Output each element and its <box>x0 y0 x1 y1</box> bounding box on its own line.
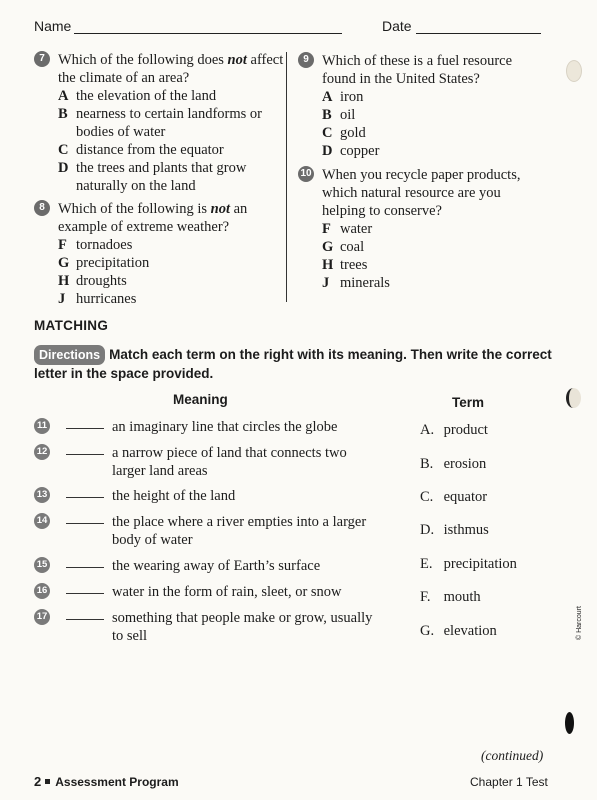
matching-row-15 <box>34 557 374 575</box>
term-f: F. mouth <box>420 589 481 605</box>
directions-badge: Directions <box>34 345 105 365</box>
matching-row-14 <box>34 513 374 549</box>
name-field[interactable] <box>74 33 342 34</box>
answer-option-d[interactable]: D copper <box>322 143 380 159</box>
answer-blank[interactable] <box>66 428 104 429</box>
answer-option-j[interactable]: J minerals <box>322 275 390 291</box>
term-c: C. equator <box>420 489 488 505</box>
directions <box>34 345 554 383</box>
answer-option-g[interactable]: G precipitation <box>58 255 150 271</box>
binder-hole <box>565 712 574 734</box>
question-8 <box>34 200 284 308</box>
continued-note: (continued) <box>481 748 544 763</box>
copyright-note: © Harcourt <box>576 606 583 640</box>
matching-row-12 <box>34 444 374 480</box>
answer-option-c[interactable]: C gold <box>322 125 366 141</box>
answer-option-c[interactable]: C distance from the equator <box>58 142 224 158</box>
name-label: Name <box>34 18 72 34</box>
item-number-badge: 13 <box>34 487 50 503</box>
question-9 <box>298 52 538 160</box>
question-10 <box>298 166 538 292</box>
answer-option-a[interactable]: A the elevation of the land <box>58 88 217 104</box>
matching-row-11 <box>34 418 374 436</box>
term-header: Term <box>452 395 485 410</box>
item-number-badge: 14 <box>34 513 50 529</box>
term-b: B. erosion <box>420 456 487 472</box>
meaning-text: the height of the land <box>112 488 236 504</box>
answer-option-f[interactable]: F water <box>322 221 373 237</box>
section-title: MATCHING <box>34 318 109 333</box>
meaning-text: water in the form of rain, sleet, or snow <box>112 584 342 600</box>
item-number-badge: 16 <box>34 583 50 599</box>
answer-blank[interactable] <box>66 523 104 524</box>
item-number-badge: 12 <box>34 444 50 460</box>
answer-option-a[interactable]: A iron <box>322 89 364 105</box>
question-text: Which of the following does not affect the climate of an area? <box>58 52 284 86</box>
column-divider <box>286 52 287 302</box>
meaning-text: something that people make or grow, usually to sell <box>112 610 373 644</box>
answer-option-b[interactable]: B nearness to certain landforms or bodies of water <box>58 106 263 140</box>
bullet-square-icon <box>45 779 50 784</box>
meaning-header: Meaning <box>173 392 228 407</box>
meaning-text: the wearing away of Earth’s surface <box>112 558 321 574</box>
footer-program <box>34 774 179 789</box>
matching-row-17 <box>34 609 374 645</box>
answer-option-g[interactable]: G coal <box>322 239 365 255</box>
question-number-badge: 7 <box>34 51 50 67</box>
term-d: D. isthmus <box>420 522 489 538</box>
answer-blank[interactable] <box>66 454 104 455</box>
binder-hole <box>566 60 582 82</box>
matching-row-16 <box>34 583 374 601</box>
term-a: A. product <box>420 422 488 438</box>
directions-text: Match each term on the right with its meaning. Then write the correct letter in the space provided. <box>34 347 552 381</box>
meaning-text: an imaginary line that circles the globe <box>112 419 338 435</box>
item-number-badge: 11 <box>34 418 50 434</box>
term-g: G. elevation <box>420 623 497 639</box>
meaning-text: a narrow piece of land that connects two larger land areas <box>112 445 347 479</box>
binder-hole <box>566 388 581 408</box>
test-name: Chapter 1 Test <box>470 775 548 789</box>
answer-blank[interactable] <box>66 567 104 568</box>
date-field[interactable] <box>416 33 541 34</box>
matching-row-13 <box>34 487 374 505</box>
question-number-badge: 10 <box>298 166 314 182</box>
page-number: 2 <box>34 774 42 789</box>
meaning-text: the place where a river empties into a larger body of water <box>112 514 367 548</box>
answer-blank[interactable] <box>66 593 104 594</box>
item-number-badge: 15 <box>34 557 50 573</box>
question-text: Which of the following is not an example of extreme weather? <box>58 201 248 235</box>
question-7 <box>34 51 284 195</box>
answer-option-h[interactable]: H trees <box>322 257 368 273</box>
question-text: Which of these is a fuel resource found in the United States? <box>322 53 513 87</box>
question-text: When you recycle paper products, which natural resource are you helping to conserve? <box>322 167 521 219</box>
question-number-badge: 9 <box>298 52 314 68</box>
answer-option-d[interactable]: D the trees and plants that grow naturally on the land <box>58 160 247 194</box>
answer-blank[interactable] <box>66 497 104 498</box>
program-name: Assessment Program <box>55 775 179 789</box>
answer-option-j[interactable]: J hurricanes <box>58 291 137 307</box>
answer-option-b[interactable]: B oil <box>322 107 356 123</box>
answer-option-f[interactable]: F tornadoes <box>58 237 133 253</box>
question-number-badge: 8 <box>34 200 50 216</box>
answer-option-h[interactable]: H droughts <box>58 273 127 289</box>
term-e: E. precipitation <box>420 556 517 572</box>
answer-blank[interactable] <box>66 619 104 620</box>
item-number-badge: 17 <box>34 609 50 625</box>
date-label: Date <box>382 18 412 34</box>
